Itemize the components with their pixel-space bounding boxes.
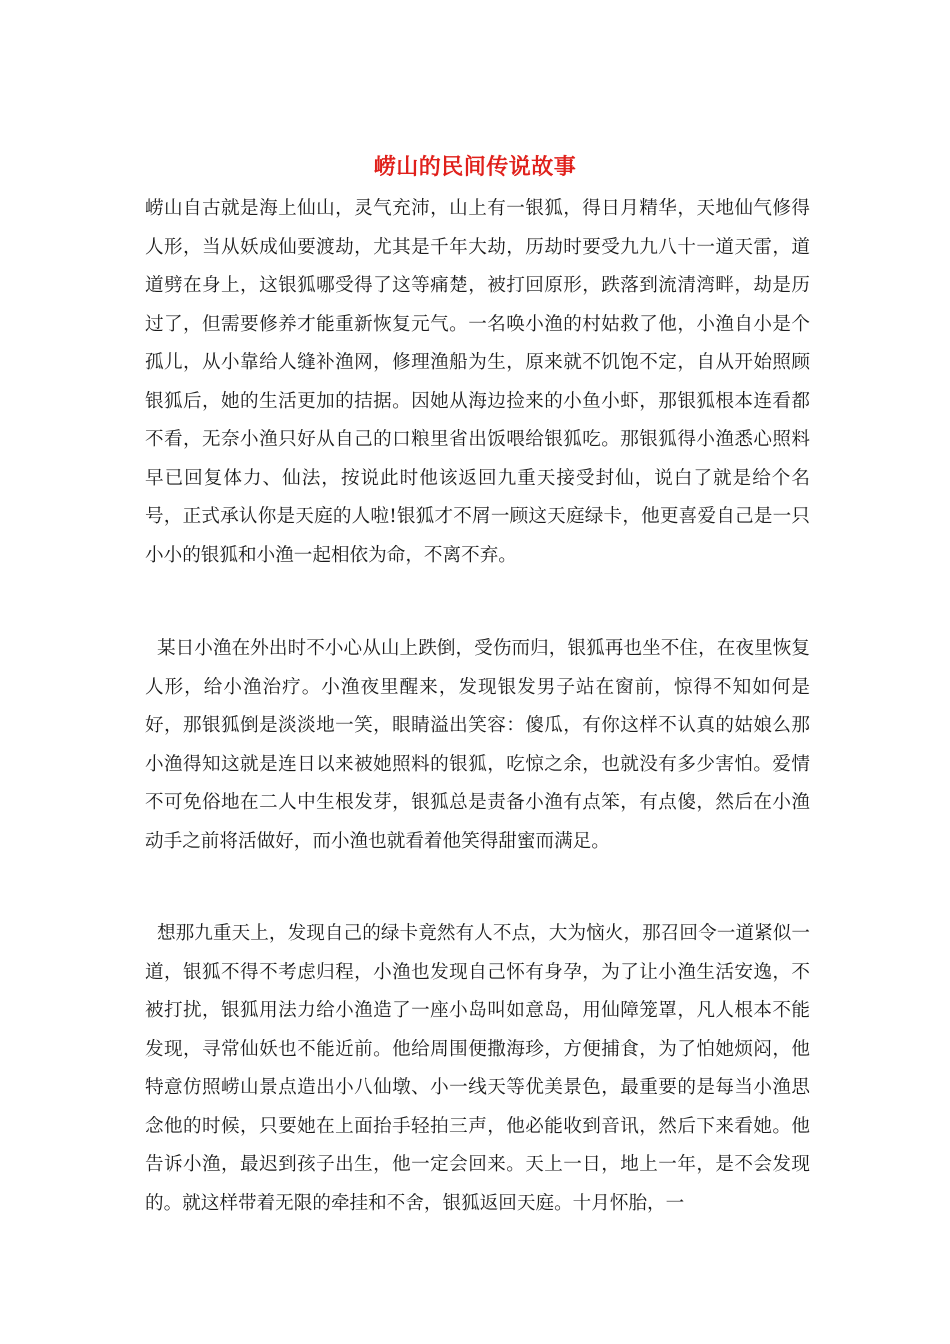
paragraph-3: 想那九重天上，发现自己的绿卡竟然有人不点，大为恼火，那召回令一道紧似一道，银狐不得不考虑归程，小渔也发现自己怀有身孕，为了让小渔生活安逸，不被打扰，银狐用法力给小渔造了一座小岛叫如意岛，用仙障笼罩，凡人根本不能发现，寻常仙妖也不能近前。他给周围便撒海珍，方便捕食，为了怕她烦闷，他特意仿照崂山景点造出小八仙墩、小一线天等优美景色，最重要的是每当小渔思念他的时候，只要她在上面抬手轻拍三声，他必能收到音讯，然后下来看她。他告诉小渔，最迟到孩子出生，他一定会回来。天上一日，地上一年，是不会发现的。就这样带着无限的牵挂和不舍，银狐返回天庭。十月怀胎，一 [145, 923, 810, 1214]
document-title: 崂山的民间传说故事 [373, 154, 577, 180]
paragraph-2: 某日小渔在外出时不小心从山上跌倒，受伤而归，银狐再也坐不住，在夜里恢复人形，给小渔治疗。小渔夜里醒来，发现银发男子站在窗前，惊得不知如何是好，那银狐倒是淡淡地一笑，眼睛溢出笑容：傻瓜，有你这样不认真的姑娘么那小渔得知这就是连日以来被她照料的银狐，吃惊之余，也就没有多少害怕。爱情不可免俗地在二人中生根发芽，银狐总是责备小渔有点笨，有点傻，然后在小渔动手之前将活做好，而小渔也就看着他笑得甜蜜而满足。 [145, 638, 810, 852]
paragraph-1: 崂山自古就是海上仙山，灵气充沛，山上有一银狐，得日月精华，天地仙气修得人形，当从妖成仙要渡劫，尤其是千年大劫，历劫时要受九九八十一道天雷，道道劈在身上，这银狐哪受得了这等痛楚，被打回原形，跌落到流清湾畔，劫是历过了，但需要修养才能重新恢复元气。一名唤小渔的村姑救了他，小渔自小是个孤儿，从小靠给人缝补渔网，修理渔船为生，原来就不饥饱不定，自从开始照顾银狐后，她的生活更加的拮据。因她从海边捡来的小鱼小虾，那银狐根本连看都不看，无奈小渔只好从自己的口粮里省出饭喂给银狐吃。那银狐得小渔悉心照料早已回复体力、仙法，按说此时他该返回九重天接受封仙，说白了就是给个名号，正式承认你是天庭的人啦!银狐才不屑一顾这天庭绿卡，他更喜爱自己是一只小小的银狐和小渔一起相依为命，不离不弃。 [145, 198, 810, 566]
